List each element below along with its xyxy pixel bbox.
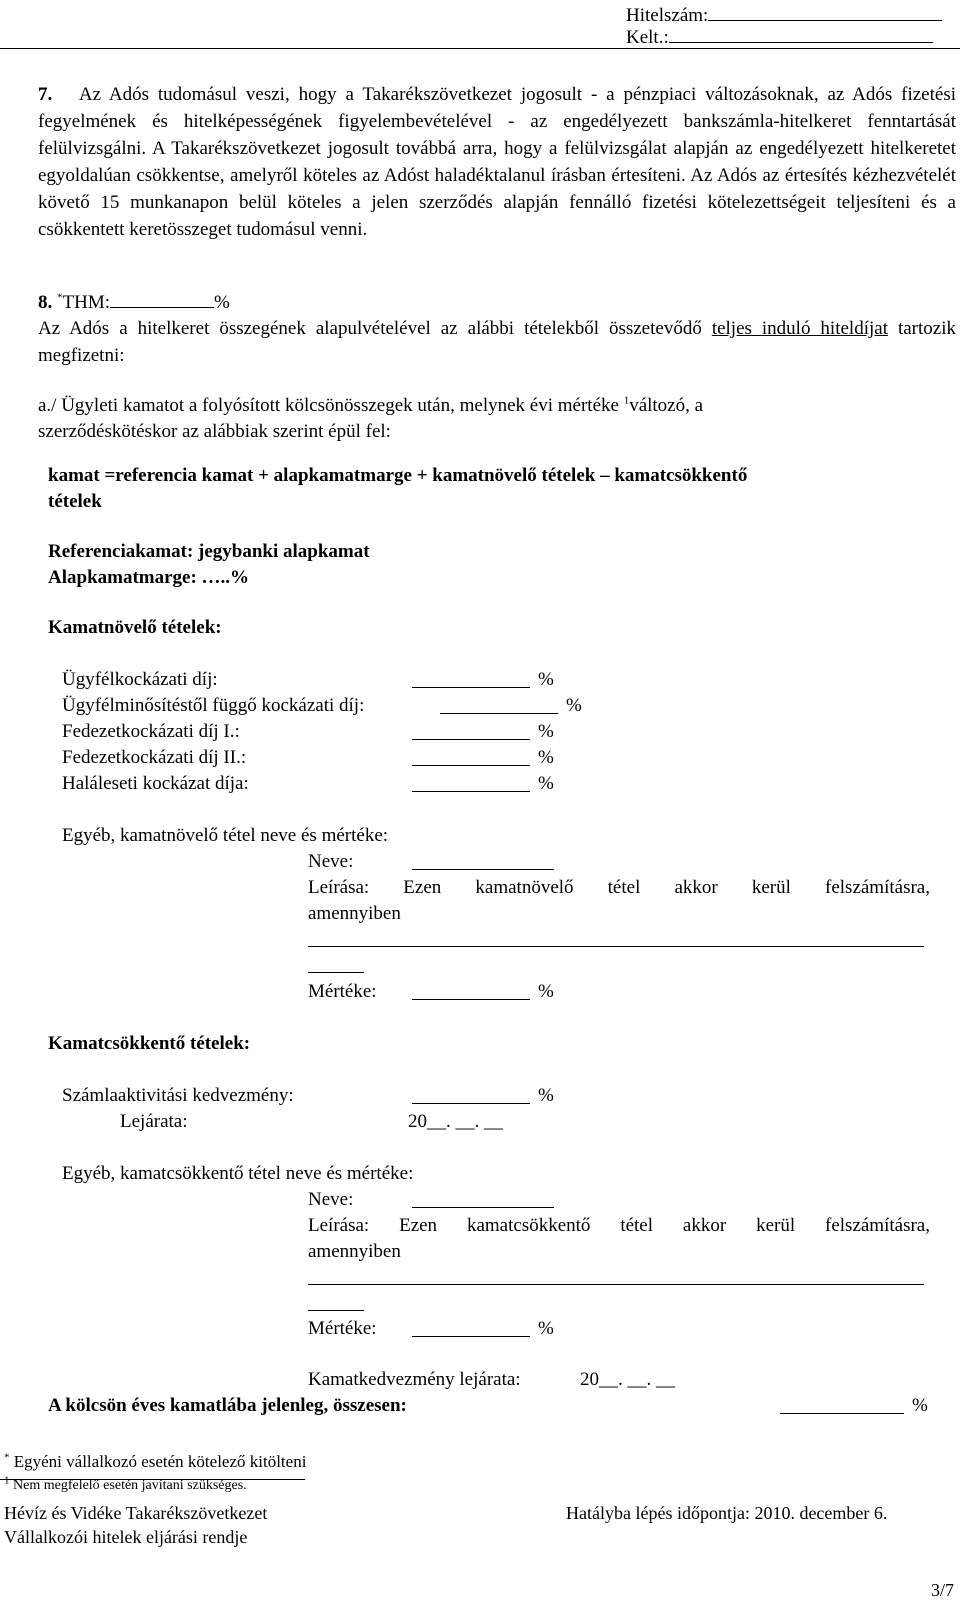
intro-text-end: tartozik megfizetni: (38, 318, 956, 366)
section-8-intro (38, 315, 956, 369)
footnote-star-text: Egyéni vállalkozó esetén kötelező kitölteni (13, 1452, 307, 1471)
kedvezmeny-lejarata-label: Kamatkedvezmény lejárata: (308, 1369, 521, 1390)
kockazat-label-5: Haláleseti kockázat díja: (62, 773, 249, 794)
footnote-1-mark: 1 (4, 1474, 10, 1487)
kelt-blank[interactable] (669, 26, 933, 43)
kamatnovelo-title: Kamatnövelő tételek: (48, 617, 222, 638)
footnote-ref-1: 1 (623, 394, 630, 407)
section-8-number: 8. (38, 292, 53, 313)
kelt-field (626, 26, 956, 49)
page-number: 3/7 (930, 1580, 954, 1600)
kamatcsokkento-title: Kamatcsökkentő tételek: (48, 1033, 251, 1054)
kamatnovelo-leiras-blank[interactable] (308, 946, 924, 947)
kockazat-unit-2: % (566, 695, 582, 716)
kockazat-blank-2[interactable] (440, 696, 558, 714)
kockazat-label-2: Ügyfélminősítéstől függő kockázati díj: (62, 695, 365, 716)
kockazat-unit-5: % (538, 773, 554, 794)
kamatnovelo-leiras-line2: amennyiben (308, 903, 401, 924)
kockazat-blank-5[interactable] (412, 774, 530, 792)
hitelszam-field (626, 4, 956, 27)
footnote-1-text: Nem megfelelő esetén javítani szükséges. (13, 1478, 247, 1493)
kamatcsokkento-merteke-label: Mértéke: (308, 1318, 377, 1339)
lejarata-value[interactable]: 20__. __. __ (408, 1111, 503, 1132)
item-a-text-end: változó, a (629, 395, 704, 416)
header-divider (0, 48, 960, 49)
section-7-number: 7. (38, 84, 53, 105)
thm-label: THM: (62, 292, 110, 313)
kamatnovelo-neve-blank[interactable] (412, 852, 554, 870)
footer-org: Hévíz és Vidéke Takarékszövetkezet (4, 1503, 268, 1523)
kamatnovelo-merteke-unit: % (538, 981, 554, 1002)
kamatcsokkento-merteke-unit: % (538, 1318, 554, 1339)
kockazat-unit-4: % (538, 747, 554, 768)
kockazat-label-1: Ügyfélkockázati díj: (62, 669, 218, 690)
kockazat-blank-3[interactable] (412, 722, 530, 740)
kockazat-label-3: Fedezetkockázati díj I.: (62, 721, 240, 742)
szamla-unit: % (538, 1085, 554, 1106)
item-a-line2: szerződéskötéskor az alábbiak szerint épül fel: (38, 421, 391, 442)
intro-text: Az Adós a hitelkeret összegének alapulvételével az alábbi tételekből összetevődő (38, 318, 712, 339)
kamatcsokkento-leiras-blank-short[interactable] (308, 1310, 364, 1311)
intro-underlined: teljes induló hiteldíjat (711, 318, 888, 339)
footnote-1 (4, 1474, 247, 1494)
lejarata-label: Lejárata: (120, 1111, 188, 1132)
formula-line1: kamat =referencia kamat + alapkamatmarge + kamatnövelő tételek – kamatcsökkentő (48, 465, 748, 486)
thm-blank[interactable] (110, 290, 214, 308)
szamla-label: Számlaaktivitási kedvezmény: (62, 1085, 294, 1106)
szamla-blank[interactable] (412, 1086, 530, 1104)
kamatcsokkento-neve-blank[interactable] (412, 1190, 554, 1208)
hitelszam-label: Hitelszám: (626, 5, 709, 26)
total-rate-unit: % (912, 1395, 928, 1416)
kockazat-unit-1: % (538, 669, 554, 690)
kamatnovelo-merteke-label: Mértéke: (308, 981, 377, 1002)
footnote-star-mark: * (4, 1451, 10, 1464)
kamatcsokkento-other-title: Egyéb, kamatcsökkentő tétel neve és mértéke: (62, 1163, 414, 1184)
kelt-label: Kelt.: (626, 27, 669, 48)
item-a-text: a./ Ügyleti kamatot a folyósított kölcsönösszegek után, melynek évi mértéke (38, 395, 624, 416)
kamatnovelo-merteke-blank[interactable] (412, 982, 530, 1000)
section-7-text: Az Adós tudomásul veszi, hogy a Takarékszövetkezet jogosult - a pénzpiaci változásoknak, az Adós fizetési fegyelmének és hitelképességének figyelembevételével - az engedélyezett bankszámla-hitelkeret fenntartását felülvizsgálni. A Takarékszövetkezet jogosult továbbá arra, hogy a felülvizsgálat alapján az engedélyezett hitelkeretet egyoldalúan csökkentse, amelyről köteles az Adóst haladéktalanul írásban értesíteni. Az Adós az értesítés kézhezvételét követő 15 munkanapon belül köteles a jelen szerződés alapján fennálló fizetési kötelezettségeit teljesíteni és a csökkentett keretösszeget tudomásul venni. (38, 84, 956, 240)
kamatnovelo-leiras-line1: Leírása: Ezen kamatnövelő tétel akkor kerül felszámításra, (308, 877, 930, 898)
kockazat-label-4: Fedezetkockázati díj II.: (62, 747, 247, 768)
footnote-star (4, 1452, 306, 1472)
section-7 (38, 81, 956, 243)
kamatnovelo-other-title: Egyéb, kamatnövelő tétel neve és mértéke: (62, 825, 389, 846)
total-rate-blank[interactable] (780, 1396, 904, 1414)
footer-effective-date: Hatályba lépés időpontja: 2010. december 6. (566, 1503, 888, 1523)
hitelszam-blank[interactable] (708, 4, 942, 21)
kockazat-blank-1[interactable] (412, 670, 530, 688)
kedvezmeny-lejarata-value[interactable]: 20__. __. __ (580, 1369, 675, 1390)
thm-percent: % (214, 292, 230, 313)
kamatnovelo-leiras-blank-short[interactable] (308, 972, 364, 973)
formula-line2: tételek (48, 491, 102, 512)
kamatcsokkento-merteke-blank[interactable] (412, 1319, 530, 1337)
kamatnovelo-neve-label: Neve: (308, 851, 354, 872)
kamatcsokkento-neve-label: Neve: (308, 1189, 354, 1210)
item-a-line1 (38, 395, 703, 417)
total-rate-label: A kölcsön éves kamatlába jelenleg, összesen: (48, 1395, 407, 1416)
section-8-star: * (57, 291, 63, 304)
referencia-kamat: Referenciakamat: jegybanki alapkamat (48, 541, 370, 562)
kockazat-unit-3: % (538, 721, 554, 742)
kamatcsokkento-leiras-blank[interactable] (308, 1284, 924, 1285)
footer-doc-title: Vállalkozói hitelek eljárási rendje (4, 1527, 248, 1547)
kockazat-blank-4[interactable] (412, 748, 530, 766)
kamatcsokkento-leiras-line2: amennyiben (308, 1241, 401, 1262)
alapkamatmarge: Alapkamatmarge: …..% (48, 567, 250, 588)
kamatcsokkento-leiras-line1: Leírása: Ezen kamatcsökkentő tétel akkor kerül felszámításra, (308, 1215, 930, 1236)
section-8-heading (38, 290, 230, 314)
